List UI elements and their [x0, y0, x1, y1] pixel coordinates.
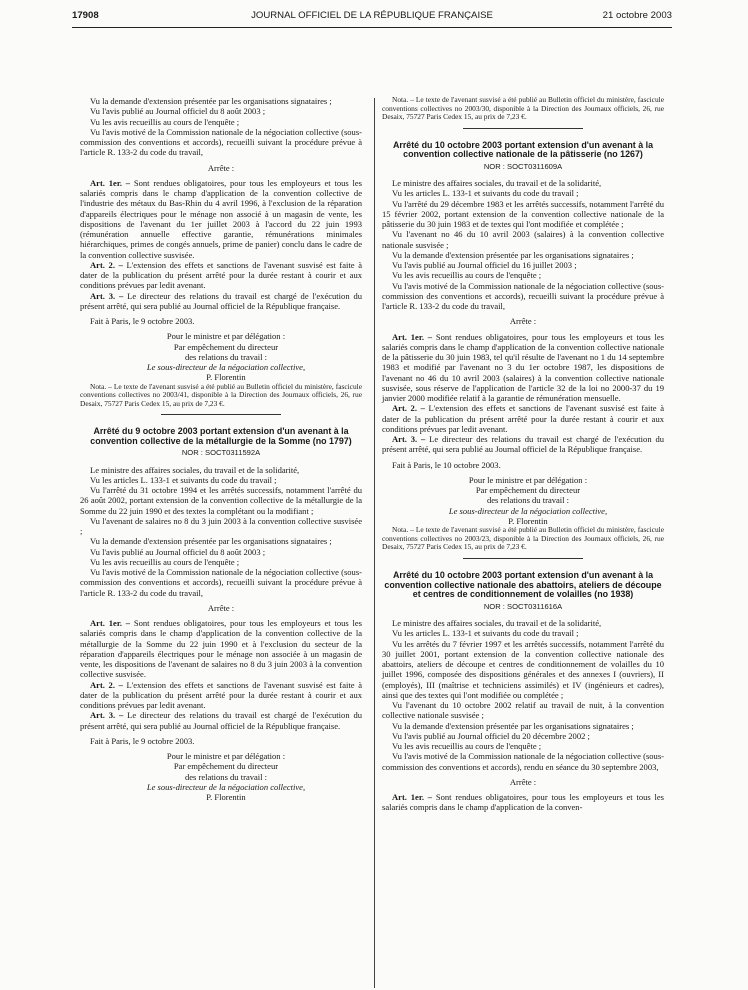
article-label: Art. 1er. – [392, 792, 433, 803]
article-1 [80, 618, 362, 680]
signature-line: Par empêchement du directeur [173, 761, 279, 772]
visa-line: Vu l'avis publié au Journal officiel du 20 décembre 2002 ; [392, 730, 590, 741]
signatory-name: P. Florentin [206, 372, 246, 383]
arrete-heading: Arrête : [509, 776, 537, 787]
visa-line: Le ministre des affaires sociales, du travail et de la solidarité, [90, 464, 300, 475]
article-3 [382, 434, 664, 455]
article-label: Art. 1er. – [392, 331, 433, 342]
signature-line: Par empêchement du directeur [173, 341, 279, 352]
issue-date: 21 octobre 2003 [602, 10, 672, 21]
visa-line: Vu l'arrêté du 31 octobre 1994 et les arrêtés successifs, notamment l'arrêté du 26 août 2002, portant extension de la convention collective de la métallurgie de la Somme du 22 juin 1990 et des textes la complétant ou la modifiant ; [80, 485, 362, 516]
section-separator [161, 414, 281, 415]
visa-line: Vu les avis recueillis au cours de l'enquête ; [392, 741, 542, 752]
visa-line: Vu l'avis publié au Journal officiel du 8 août 2003 ; [90, 106, 266, 117]
article-text: Le directeur des relations du travail est chargé de l'exécution du présent arrêté, qui sera publié au Journal officiel de la République française. [80, 290, 362, 311]
nota-note: Nota. – Le texte de l'avenant susvisé a été publié au Bulletin officiel du ministère, fascicule conventions collectives no 2003/30, disponible à la Direction des Journaux officiels, 26, rue Desaix, 75727 Paris Cedex 15, au prix de 7,23 €. [382, 95, 664, 122]
article-text: Sont rendues obligatoires, pour tous les employeurs et tous les salariés compris dans le champ d'application de la convention collective nationale de la pâtisserie du 30 juin 1983, tel qu'il résulte de l'avenant no 1 du 14 septembre 1983 et modifié par l'avenant no 3 du 1er octobre 1987, les dispositions de l'avenant no 46 du 10 avril 2003 (salaires) à la convention collective nationale susvisée, sous réserve de l'application de l'article 32 de la loi no 2000-37 du 19 janvier 2000 modifiée relatif à la garantie de rémunération mensuelle. [382, 331, 665, 404]
article-text: Le directeur des relations du travail est chargé de l'exécution du présent arrêté, qui sera publié au Journal officiel de la République française. [80, 710, 362, 731]
visa-line: Vu l'avis publié au Journal officiel du 8 août 2003 ; [90, 546, 266, 557]
visa-line: Vu les articles L. 133-1 et suivants du code du travail ; [90, 474, 277, 485]
signature-title: Le sous-directeur de la négociation collective, [448, 505, 608, 516]
nor-reference: NOR : SOCT0311609A [483, 161, 563, 171]
article-1 [382, 792, 664, 813]
visa-line: Vu la demande d'extension présentée par les organisations signataires ; [392, 249, 634, 260]
visa-line: Le ministre des affaires sociales, du travail et de la solidarité, [392, 178, 602, 189]
page-number: 17908 [72, 10, 99, 21]
visa-line: Vu l'avenant de salaires no 8 du 3 juin 2003 à la convention collective susvisée ; [80, 515, 362, 537]
visa-line: Vu l'avis publié au Journal officiel du 16 juillet 2003 ; [392, 260, 577, 271]
nota-note: Nota. – Le texte de l'avenant susvisé a été publié au Bulletin officiel du ministère, fascicule conventions collectives no 2003/23, disponible à la Direction des Journaux officiels, 26, rue Desaix, 75727 Paris Cedex 15, au prix de 7,23 €. [382, 525, 664, 552]
article-label: Art. 1er. – [90, 618, 131, 629]
article-text: Le directeur des relations du travail est chargé de l'exécution du présent arrêté, qui sera publié au Journal officiel de la République française. [382, 434, 664, 455]
page-header [72, 10, 672, 26]
article-3 [80, 291, 362, 312]
section-separator [463, 558, 583, 559]
visa-line: Vu l'avenant du 10 octobre 2002 relatif au travail de nuit, à la convention collective nationale susvisée ; [382, 700, 664, 721]
visa-line: Vu les articles L. 133-1 et suivants du code du travail ; [392, 628, 579, 639]
decree-title: Arrêté du 10 octobre 2003 portant extension d'un avenant à la convention collective nationale de la pâtisserie (no 1267) [392, 139, 654, 160]
visa-line: Vu les avis recueillis au cours de l'enquête ; [392, 270, 542, 281]
visa-line: Vu la demande d'extension présentée par les organisations signataires ; [90, 96, 332, 106]
visa-line: Vu l'avis motivé de la Commission nationale de la négociation collective (sous-commission des conventions et accords), recueilli suivant la procédure prévue à l'article R. 133-2 du code du travail, [382, 280, 664, 312]
column-divider [374, 98, 375, 988]
arrete-heading: Arrête : [207, 162, 235, 173]
nota-note: Nota. – Le texte de l'avenant susvisé a été publié au Bulletin officiel du ministère, fascicule conventions collectives no 2003/41, disponible à la Direction des Journaux officiels, 26, rue Desaix, 75727 Paris Cedex 15, au prix de 7,23 €. [80, 381, 362, 408]
article-text: L'extension des effets et sanctions de l'avenant susvisé est faite à dater de la publication du présent arrêté pour la durée restant à courir et aux conditions prévues par ledit avenant. [80, 259, 362, 291]
visa-line: Vu l'avis motivé de la Commission nationale de la négociation collective (sous-commission des conventions et accords), rendu en séance du 30 septembre 2003, [382, 751, 664, 772]
article-text: L'extension des effets et sanctions de l'avenant susvisé est faite à dater de la publication du présent arrêté pour la durée restant à courir et aux conditions prévues par ledit avenant. [80, 679, 362, 711]
nor-reference: NOR : SOCT0311616A [483, 601, 563, 611]
article-text: L'extension des effets et sanctions de l'avenant susvisé est faite à dater de la publication du présent arrêté pour la durée restant à courir et aux conditions prévues par ledit avenant. [382, 403, 664, 434]
journal-title: JOURNAL OFFICIEL DE LA RÉPUBLIQUE FRANÇAISE [251, 10, 493, 21]
signature-line: des relations du travail : [184, 351, 268, 362]
signature-line: Pour le ministre et par délégation : [468, 474, 588, 485]
article-2 [80, 680, 362, 711]
visa-line: Vu l'avenant no 46 du 10 avril 2003 (salaires) à la convention collective nationale susvisée ; [382, 229, 664, 250]
visa-line: Vu la demande d'extension présentée par les organisations signataires ; [90, 536, 332, 547]
signature-title: Le sous-directeur de la négociation collective, [146, 781, 306, 792]
left-column [80, 96, 362, 802]
article-1 [80, 178, 362, 260]
visa-line: Vu la demande d'extension présentée par les organisations signataires ; [392, 720, 634, 731]
decree-title: Arrêté du 9 octobre 2003 portant extension d'un avenant à la convention collective de la métallurgie de la Somme (no 1797) [90, 426, 352, 446]
signatory-name: P. Florentin [206, 792, 246, 803]
visa-line: Vu l'arrêté du 29 décembre 1983 et les arrêtés successifs, notamment l'arrêté du 15 février 2002, portant extension de la convention collective nationale de la pâtisserie du 30 juin 1983 et de textes qui l'ont modifiée et complétée ; [382, 198, 664, 230]
article-label: Art. 2. – [90, 679, 123, 690]
article-label: Art. 3. – [90, 710, 124, 721]
visa-line: Vu l'avis motivé de la Commission nationale de la négociation collective (sous-commission des conventions et accords), recueilli suivant la procédure prévue à l'article R. 133-2 du code du travail, [80, 126, 362, 158]
article-2 [80, 260, 362, 291]
signature-line: des relations du travail : [184, 771, 268, 782]
signature-line: des relations du travail : [486, 495, 570, 506]
fait-line: Fait à Paris, le 9 octobre 2003. [90, 316, 195, 326]
article-3 [80, 710, 362, 731]
decree-title: Arrêté du 10 octobre 2003 portant extension d'un avenant à la convention collective nationale des abattoirs, ateliers de découpe et centres de conditionnement de volailles (no 1938) [384, 570, 662, 600]
article-label: Art. 2. – [392, 403, 425, 414]
nor-reference: NOR : SOCT0311592A [181, 448, 261, 458]
visa-line: Vu les avis recueillis au cours de l'enquête ; [90, 116, 240, 127]
article-text: Sont rendues obligatoires, pour tous les employeurs et tous les salariés compris dans le champ d'application de la convention collective de l'industrie des métaux du Bas-Rhin du 4 avril 1996, à l'exclusion de la réparation d'appareils électriques pour le ménage non associé à un magasin de vente, les dispositions de l'avenant du 1er juillet 2003 à l'accord du 22 juin 1993 (rémunération annuelle effective garantie, rémunérations minimales hiérarchiques, primes de congés annuels, prime de panier) conclu dans le cadre de la convention collective susvisée. [80, 177, 363, 260]
arrete-heading: Arrête : [207, 602, 235, 613]
signature-title: Le sous-directeur de la négociation collective, [146, 362, 306, 372]
section-separator [463, 128, 583, 129]
visa-line: Vu les avis recueillis au cours de l'enquête ; [90, 556, 240, 567]
article-text: Sont rendues obligatoires, pour tous les employeurs et tous les salariés compris dans le champ d'application de la conven- [382, 792, 665, 813]
article-label: Art. 1er. – [90, 177, 131, 188]
fait-line: Fait à Paris, le 10 octobre 2003. [392, 459, 501, 470]
signature-line: Pour le ministre et par délégation : [166, 331, 286, 342]
arrete-heading: Arrête : [509, 316, 537, 327]
signature-line: Par empêchement du directeur [475, 485, 581, 496]
visa-line: Vu les articles L. 133-1 et suivants du code du travail ; [392, 188, 579, 199]
article-label: Art. 3. – [90, 290, 124, 301]
visa-line: Vu l'avis motivé de la Commission nationale de la négociation collective (sous-commission des conventions et accords), recueilli suivant la procédure prévue à l'article R. 133-2 du code du travail, [80, 567, 362, 598]
visa-line: Vu les arrêtés du 7 février 1997 et les arrêtés successifs, notamment l'arrêté du 30 juillet 2001, portant extension de la convention collective nationale des abattoirs, ateliers de découpe et centres de conditionnement de volailles du 10 juillet 1996, composée des dispositions générales et des annexes I (ouvriers), II (employés), III (maîtrise et techniciens assimilés) et IV (ingénieurs et cadres), ainsi que des textes qui l'ont modifiée ou complétée ; [382, 638, 664, 700]
signature-line: Pour le ministre et par délégation : [166, 751, 286, 762]
article-text: Sont rendues obligatoires, pour tous les employeurs et tous les salariés compris dans le champ d'application de la convention collective de la métallurgie de la Somme du 22 juin 1990 et à l'exclusion du secteur de la réparation d'appareils électriques pour le ménage non associée à un magasin de vente, les dispositions de l'avenant de salaires no 8 du 3 juin 2003 à la convention collective susvisée. [80, 618, 363, 680]
visa-line: Le ministre des affaires sociales, du travail et de la solidarité, [392, 618, 602, 629]
article-label: Art. 3. – [392, 434, 426, 445]
article-label: Art. 2. – [90, 259, 123, 270]
header-rule [72, 27, 672, 28]
right-column [382, 96, 664, 813]
article-1 [382, 332, 664, 404]
fait-line: Fait à Paris, le 9 octobre 2003. [90, 735, 195, 746]
signatory-name: P. Florentin [508, 515, 548, 526]
article-2 [382, 403, 664, 434]
